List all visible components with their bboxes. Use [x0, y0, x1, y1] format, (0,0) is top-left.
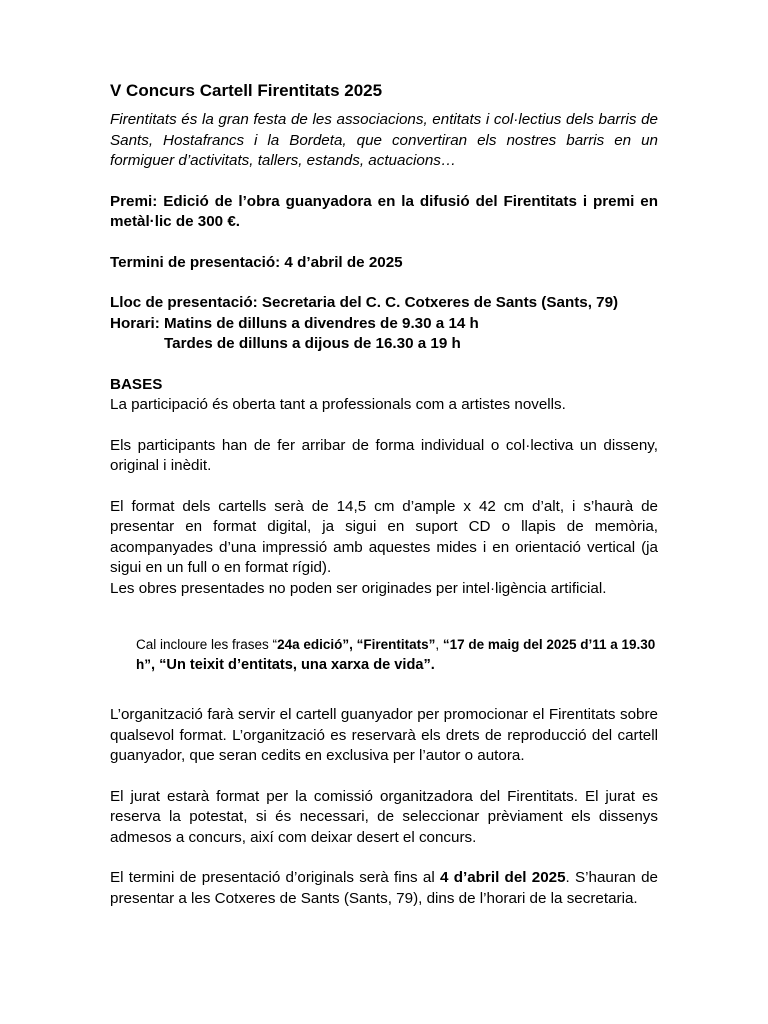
required-phrases-note: [136, 635, 658, 675]
final-date: 4 d’abril del 2025: [440, 869, 566, 886]
location-text: Lloc de presentació: Secretaria del C. C. Cotxeres de Sants (Sants, 79): [110, 294, 619, 311]
deadline-text: Termini de presentació: 4 d’abril de 2025: [110, 253, 403, 271]
note-prefix: Cal incloure les frases “: [136, 637, 278, 652]
bases-paragraph-2: Els participants han de fer arribar de forma individual o col·lectiva un disseny, original i inèdit.: [110, 436, 658, 474]
final-deadline-paragraph: [110, 868, 658, 909]
bases-paragraph-4: Les obres presentades no poden ser originades per intel·ligència artificial.: [110, 579, 607, 597]
schedule-line-2: Tardes de dilluns a dijous de 16.30 a 19 h: [164, 335, 461, 352]
intro-paragraph: Firentitats és la gran festa de les associacions, entitats i col·lectius dels barris de Sants, Hostafrancs i la Bordeta, que convertiran els nostres barris en un formiguer d’activitats, tallers, estands, actuacions…: [110, 111, 658, 169]
schedule-line-1: Horari: Matins de dilluns a divendres de 9.30 a 14 h: [110, 314, 479, 332]
note-phrase-1: 24a edició: [277, 637, 343, 652]
final-text-c: . S’hauran de presentar a les Cotxeres de Sants (Sants, 79), dins de l’horari de la secretaria.: [110, 869, 658, 907]
organization-paragraph: L’organització farà servir el cartell guanyador per promocionar el Firentitats sobre qualsevol format. L’organització es reservarà els drets de reproducció del cartell guanyador, que seran cedits en exclusiva per l’autor o autora.: [110, 706, 658, 764]
note-phrase-2: “17 de maig del 2025 d’11 a 19.30 h”: [136, 637, 656, 672]
bases-paragraph-3: El format dels cartells serà de 14,5 cm d’ample x 42 cm d’alt, i s’haurà de presentar en format digital, ja sigui en suport CD o llapis de memòria, acompanyades d’una impressió amb aquestes mides i en orientació vertical (ja sigui en un full o en format rígid).: [110, 497, 658, 576]
bases-heading: BASES: [110, 375, 163, 393]
note-separator: ,: [435, 637, 443, 652]
jury-paragraph: El jurat estarà format per la comissió organitzadora del Firentitats. El jurat es reserva la potestat, si és necessari, de seleccionar prèviament els dissenys admesos a concurs, així com deixar desert el concurs.: [110, 787, 658, 846]
final-text-a: El termini de presentació d’originals serà fins al: [110, 869, 440, 886]
note-phrase-3: , “Un teixit d’entitats, una xarxa de vida”.: [151, 657, 435, 673]
prize-text: Premi: Edició de l’obra guanyadora en la difusió del Firentitats i premi en metàl·lic de 300 €.: [110, 192, 658, 230]
note-phrase-1-end: ”, “Firentitats”: [342, 637, 436, 652]
bases-paragraph-1: La participació és oberta tant a professionals com a artistes novells.: [110, 396, 566, 413]
document-title: V Concurs Cartell Firentitats 2025: [110, 81, 383, 100]
